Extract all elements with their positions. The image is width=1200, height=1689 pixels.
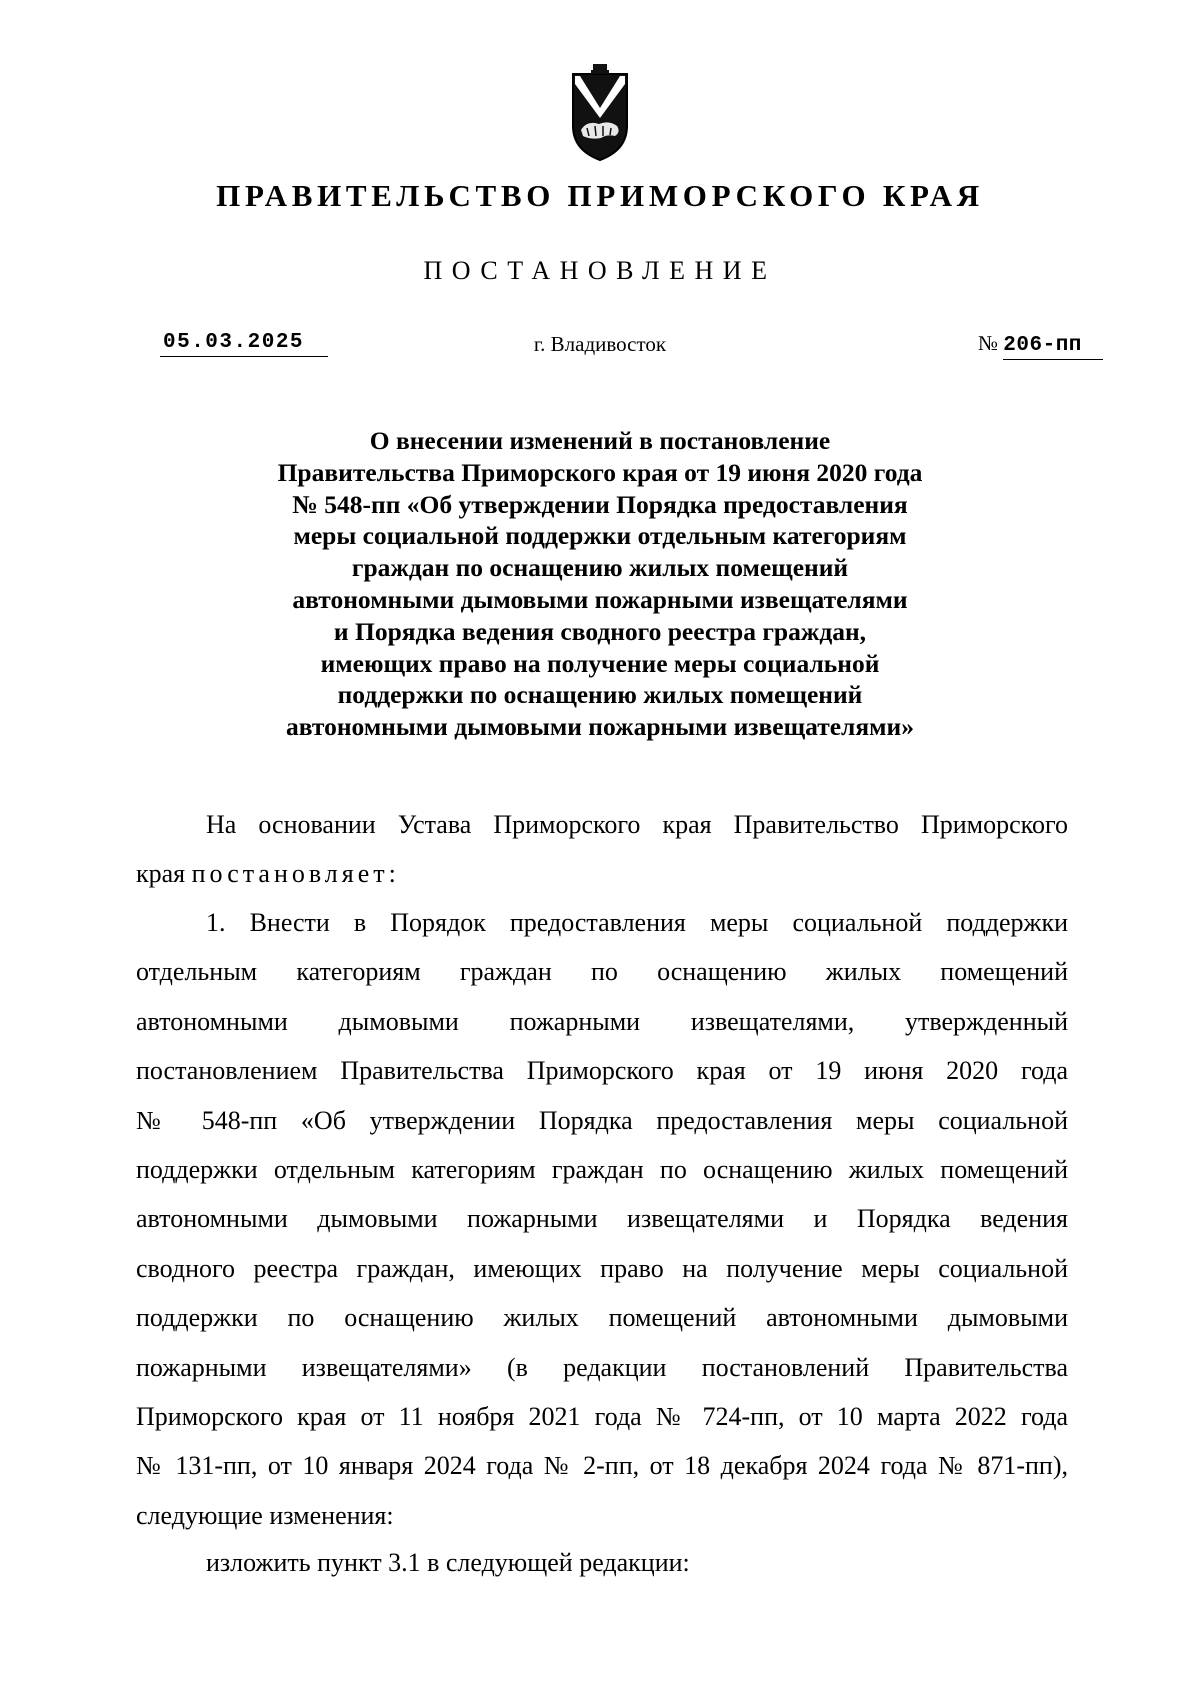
body-line: следующие изменения:	[136, 1500, 394, 1530]
body-line: № 548-пп «Об утверждении Порядка предоставления меры социальной	[136, 1105, 1068, 1135]
heading-line: и Порядка ведения сводного реестра граждан,	[333, 616, 867, 646]
government-title: ПРАВИТЕЛЬСТВО ПРИМОРСКОГО КРАЯ	[216, 178, 984, 213]
heading-line: № 548-пп «Об утверждении Порядка предоставления	[292, 489, 908, 519]
body-line: постановлением Правительства Приморского края от 19 июня 2020 года	[136, 1056, 1068, 1086]
heading-line: поддержки по оснащению жилых помещений	[337, 680, 863, 710]
heading-line: имеющих право на получение меры социальной	[320, 648, 880, 678]
number-value: 206-пп	[1003, 333, 1103, 360]
document-heading	[200, 425, 1000, 743]
body-line: изложить пункт 3.1 в следующей редакции:	[206, 1548, 690, 1577]
heading-line: Правительства Приморского края от 19 июня 2020 года	[277, 457, 923, 487]
paragraph-1	[136, 898, 1068, 1540]
body-line: сводного реестра граждан, имеющих право на получение меры социальной	[136, 1253, 1068, 1283]
body-line: автономными дымовыми пожарными извещателями и Порядка ведения	[136, 1204, 1068, 1234]
heading-line: автономными дымовыми пожарными извещателями»	[286, 712, 914, 742]
body-line: автономными дымовыми пожарными извещателями, утвержденный	[136, 1006, 1068, 1036]
body-line: На основании Устава Приморского края Правительство Приморского	[206, 810, 1068, 839]
body-line: Приморского края от 11 ноября 2021 года № 724-пп, от 10 марта 2022 года	[136, 1402, 1068, 1432]
body-text-fragment: края	[136, 859, 186, 889]
body-line: поддержки отдельным категориям граждан по оснащению жилых помещений	[136, 1155, 1068, 1185]
heading-line: автономными дымовыми пожарными извещателями	[292, 584, 908, 614]
body-line	[136, 849, 1068, 898]
body-line: № 131-пп, от 10 января 2024 года № 2-пп, от 18 декабря 2024 года № 871-пп),	[136, 1451, 1068, 1481]
body-line: пожарными извещателями» (в редакции постановлений Правительства	[136, 1352, 1068, 1382]
heading-line: граждан по оснащению жилых помещений	[351, 553, 849, 583]
document-number	[978, 330, 1103, 360]
number-prefix: №	[978, 331, 999, 355]
heading-line: О внесении изменений в постановление	[369, 426, 831, 455]
document-date: 05.03.2025	[160, 330, 328, 357]
body-line: 1. Внести в Порядок предоставления меры социальной поддержки	[206, 908, 1068, 937]
coat-of-arms-icon	[569, 64, 631, 164]
intro-paragraph	[136, 800, 1068, 899]
body-line: поддержки по оснащению жилых помещений автономными дымовыми	[136, 1303, 1068, 1333]
heading-line: меры социальной поддержки отдельным категориям	[293, 521, 907, 551]
document-city: г. Владивосток	[533, 332, 667, 356]
document-type: ПОСТАНОВЛЕНИЕ	[423, 256, 777, 285]
amendment-instruction	[136, 1538, 1068, 1587]
resolves-word: постановляет:	[191, 859, 400, 889]
body-line: отдельным категориям граждан по оснащению жилых помещений	[136, 957, 1068, 987]
